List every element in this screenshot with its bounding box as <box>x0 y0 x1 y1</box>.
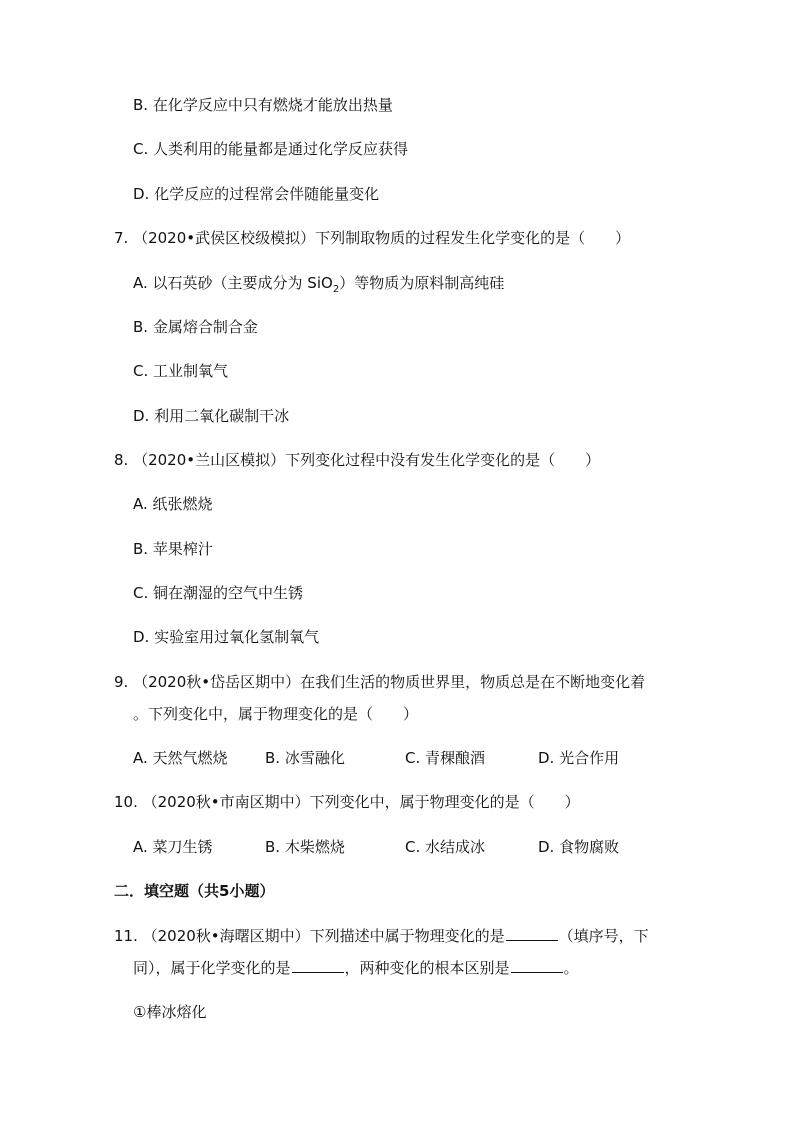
q11-line2-part1: 同），属于化学变化的是 <box>133 959 291 977</box>
q9-options-row <box>0 748 794 768</box>
q8-option-b: B. 苹果榨汁 <box>133 540 213 558</box>
q7-option-a-suffix: ）等物质为原料制高纯硅 <box>339 274 505 292</box>
q8-option-d: D. 实验室用过氧化氢制氧气 <box>133 628 320 646</box>
q11-line2-part2: ，两种变化的根本区别是 <box>344 959 510 977</box>
q7-option-d: D. 利用二氧化碳制干冰 <box>133 407 290 425</box>
q10-option-c: C. 水结成冰 <box>405 838 486 856</box>
q11-item-1: ①棒冰熔化 <box>133 1003 207 1021</box>
q7-option-a-subscript: 2 <box>332 284 340 295</box>
q11-blank-chemical <box>292 958 344 973</box>
q7-option-b: B. 金属熔合制合金 <box>133 318 258 336</box>
q11-stem-line2 <box>133 958 579 978</box>
q9-stem-line2: 。下列变化中，属于物理变化的是（ ） <box>133 705 419 723</box>
q8-option-c: C. 铜在潮湿的空气中生锈 <box>133 584 304 602</box>
q11-stem-part1: 11. （2020秋•海曙区期中）下列描述中属于物理变化的是 <box>114 927 505 945</box>
q11-blank-difference <box>511 958 563 973</box>
q11-stem-part2: （填序号，下 <box>558 927 649 945</box>
q6-option-d: D. 化学反应的过程常会伴随能量变化 <box>133 185 380 203</box>
q9-option-d: D. 光合作用 <box>538 749 620 767</box>
q6-option-c: C. 人类利用的能量都是通过化学反应获得 <box>133 140 409 158</box>
q10-option-a: A. 菜刀生锈 <box>133 838 213 856</box>
q9-option-b: B. 冰雪融化 <box>265 749 345 767</box>
q10-options-row <box>0 837 794 857</box>
q8-stem: 8. （2020•兰山区模拟）下列变化过程中没有发生化学变化的是（ ） <box>114 451 601 469</box>
q10-stem: 10. （2020秋•市南区期中）下列变化中，属于物理变化的是（ ） <box>114 793 580 811</box>
q10-option-d: D. 食物腐败 <box>538 838 620 856</box>
q8-option-a: A. 纸张燃烧 <box>133 495 213 513</box>
q7-stem: 7. （2020•武侯区校级模拟）下列制取物质的过程发生化学变化的是（ ） <box>114 229 631 247</box>
q9-option-a: A. 天然气燃烧 <box>133 749 228 767</box>
q9-stem-line1: 9. （2020秋•岱岳区期中）在我们生活的物质世界里，物质总是在不断地变化着 <box>114 673 646 691</box>
q11-blank-physical <box>506 926 558 941</box>
q10-option-b: B. 木柴燃烧 <box>265 838 345 856</box>
q7-option-a-prefix: A. 以石英砂（主要成分为 SiO <box>133 274 333 292</box>
q7-option-a <box>133 273 504 293</box>
q9-option-c: C. 青稞酿酒 <box>405 749 486 767</box>
q11-line2-part3: 。 <box>563 959 579 977</box>
section-heading-fill-in: 二．填空题（共5小题） <box>114 882 275 900</box>
q11-stem-line1 <box>114 926 649 946</box>
q6-option-b: B. 在化学反应中只有燃烧才能放出热量 <box>133 96 393 114</box>
q7-option-c: C. 工业制氧气 <box>133 362 229 380</box>
